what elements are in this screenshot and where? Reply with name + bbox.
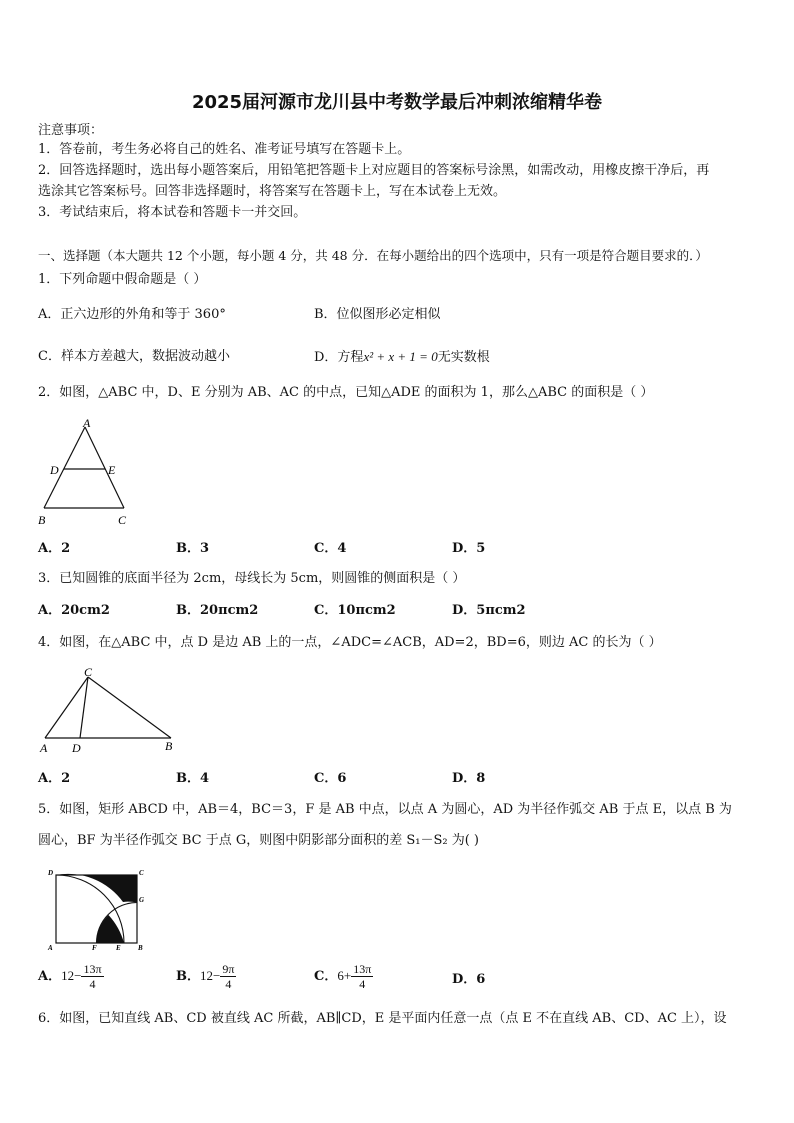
q5-label-c: C — [139, 869, 144, 877]
q1-option-a: A．正六边形的外角和等于 360° — [38, 307, 226, 322]
q5-label-g: G — [139, 896, 145, 904]
q5-option-a-label: A． — [38, 969, 62, 984]
notice-item-2: 2．回答选择题时，选出每小题答案后，用铅笔把答题卡上对应题目的答案标号涂黑，如需改动，用橡皮擦干净后，再 — [38, 163, 710, 178]
q3-stem: 3．已知圆锥的底面半径为 2cm，母线长为 5cm，则圆锥的侧面积是（ ） — [38, 571, 466, 586]
q5-label-d: D — [48, 869, 54, 877]
q5-option-a-numerator: 13π — [83, 962, 102, 976]
q5-option-b-whole: 12− — [200, 968, 221, 983]
q5-option-a-denominator: 4 — [89, 977, 96, 991]
q2-option-c: C．4 — [314, 541, 347, 556]
q5-option-a-whole: 12− — [61, 968, 82, 983]
q2-triangle-figure — [36, 415, 136, 530]
q5-label-e: E — [116, 944, 121, 952]
page-title: 2025届河源市龙川县中考数学最后冲刺浓缩精华卷 — [191, 92, 603, 113]
q5-option-b-numerator: 9π — [222, 962, 235, 976]
q3-option-d: D．5πcm2 — [452, 603, 526, 618]
notice-item-2-cont: 选涂其它答案标号。回答非选择题时，将答案写在答题卡上，写在本试卷上无效。 — [38, 184, 507, 199]
q5-label-f: F — [92, 944, 97, 952]
q5-option-c-label: C． — [314, 969, 338, 984]
q4-option-a: A．2 — [38, 771, 71, 786]
q4-option-b: B．4 — [176, 771, 210, 786]
notice-heading: 注意事项： — [38, 123, 104, 138]
q2-stem: 2．如图，△ABC 中，D、E 分别为 AB、AC 的中点，已知△ADE 的面积为 1，那么△ABC 的面积是（ ） — [38, 385, 654, 400]
q2-label-b: B — [38, 513, 46, 527]
q1-stem: 1．下列命题中假命题是（ ） — [38, 272, 207, 287]
q4-option-c: C．6 — [314, 771, 347, 786]
q1-option-b: B．位似图形必定相似 — [314, 307, 441, 322]
q5-option-b-denominator: 4 — [225, 977, 232, 991]
q5-option-c — [314, 962, 373, 991]
q2-option-b: B．3 — [176, 541, 210, 556]
q4-label-a: A — [40, 741, 48, 755]
q2-label-d: D — [50, 463, 59, 477]
q5-option-b-fraction — [220, 962, 236, 991]
q1-option-d-suffix: 无实数根 — [437, 350, 490, 365]
q5-option-b-label: B． — [176, 969, 200, 984]
q4-label-d: D — [72, 741, 81, 755]
q5-label-a: A — [48, 944, 53, 952]
q2-label-e: E — [108, 463, 116, 477]
q6-stem: 6．如图，已知直线 AB、CD 被直线 AC 所截，AB∥CD，E 是平面内任意一点（点 E 不在直线 AB、CD、AC 上），设 — [38, 1011, 727, 1026]
q5-option-d: D．6 — [452, 972, 486, 987]
q4-option-d: D．8 — [452, 771, 486, 786]
q5-rectangle-figure — [44, 866, 154, 952]
q5-option-b — [176, 962, 236, 991]
q5-stem-line1: 5．如图，矩形 ABCD 中，AB＝4，BC＝3，F 是 AB 中点，以点 A 为圆心，AD 为半径作弧交 AB 于点 E，以点 B 为 — [38, 802, 732, 817]
q4-side-bc — [88, 677, 171, 738]
q2-option-d: D．5 — [452, 541, 486, 556]
q5-stem-line2: 圆心，BF 为半径作弧交 BC 于点 G，则图中阴影部分面积的差 S₁－S₂ 为( ) — [38, 833, 480, 848]
q1-option-d-equation: x² + x + 1 = 0 — [363, 349, 438, 364]
q5-option-c-numerator: 13π — [353, 962, 372, 976]
q1-option-d-prefix: D．方程 — [314, 350, 364, 365]
section-heading: 一、选择题（本大题共 12 个小题，每小题 4 分，共 48 分．在每小题给出的四个选项中，只有一项是符合题目要求的．） — [38, 248, 708, 263]
q4-label-c: C — [84, 665, 93, 679]
q2-label-c: C — [118, 513, 127, 527]
q4-triangle-figure — [36, 663, 186, 755]
q3-option-b: B．20πcm2 — [176, 603, 259, 618]
q1-option-d — [314, 349, 490, 366]
notice-item-3: 3．考试结束后，将本试卷和答题卡一并交回。 — [38, 205, 307, 220]
q2-option-a: A．2 — [38, 541, 71, 556]
q4-stem: 4．如图，在△ABC 中，点 D 是边 AB 上的一点，∠ADC=∠ACB，AD=2，BD=6，则边 AC 的长为（ ） — [38, 635, 662, 650]
q2-side-ac — [85, 427, 124, 508]
q5-option-c-whole: 6+ — [337, 968, 352, 983]
q5-option-c-denominator: 4 — [359, 977, 366, 991]
q4-label-b: B — [165, 739, 173, 753]
notice-item-1: 1．答卷前，考生务必将自己的姓名、准考证号填写在答题卡上。 — [38, 142, 411, 157]
q1-option-c: C．样本方差越大，数据波动越小 — [38, 349, 230, 364]
q2-label-a: A — [83, 416, 91, 430]
q5-option-c-fraction — [351, 962, 373, 991]
q5-option-a — [38, 962, 104, 991]
q3-option-c: C．10πcm2 — [314, 603, 396, 618]
q3-option-a: A．20cm2 — [38, 603, 110, 618]
q5-option-a-fraction — [81, 962, 103, 991]
q5-label-b: B — [138, 944, 143, 952]
